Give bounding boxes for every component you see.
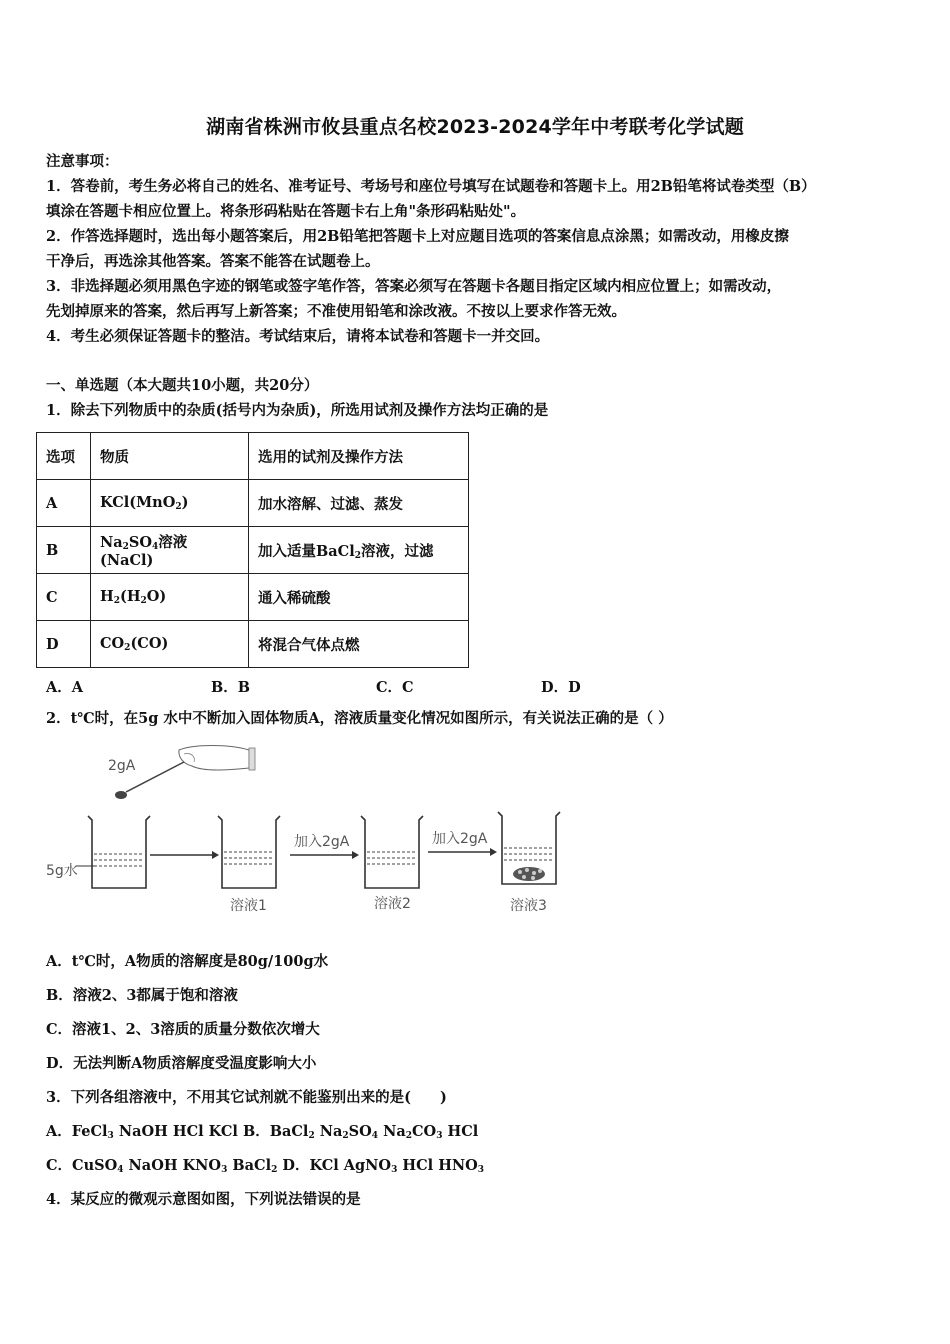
arrow-icon (428, 848, 497, 856)
hand-icon (179, 746, 255, 771)
option-cell: B (37, 527, 91, 574)
answer-option: A．A (46, 679, 84, 696)
notice-line: 干净后，再选涂其他答案。答案不能答在试题卷上。 (46, 253, 380, 270)
question-2-option: D．无法判断A物质溶解度受温度影响大小 (46, 1055, 317, 1072)
substance-cell: $CO_2(CO)$ (91, 621, 249, 668)
notice-line: 2．作答选择题时，选出每小题答案后，用2B铅笔把答题卡上对应题目选项的答案信息点涂黑；如需改动，用橡皮擦 (46, 228, 789, 245)
option-cell: D (37, 621, 91, 668)
table-header: 物质 (91, 433, 249, 480)
notice-line: 填涂在答题卡相应位置上。将条形码粘贴在答题卡右上角"条形码粘贴处"。 (46, 203, 526, 220)
option-cell: A (37, 480, 91, 527)
answer-option: C．C (376, 679, 414, 696)
question-4-stem: 4．某反应的微观示意图如图，下列说法错误的是 (46, 1191, 361, 1208)
question-3-options-cd: C．CuSO$_4$ NaOH $KNO_3$ BaCl$_2$ D．KCl AgNO$_3$ HCl $HNO_3$ (46, 1157, 485, 1175)
notice-line: 4．考生必须保证答题卡的整洁。考试结束后，请将本试卷和答题卡一并交回。 (46, 328, 550, 345)
arrow-icon (290, 851, 359, 859)
add-label: 加入2gA (432, 831, 488, 847)
beaker-icon (218, 816, 280, 888)
option-cell: C (37, 574, 91, 621)
notice-heading: 注意事项： (46, 153, 119, 170)
table-row (37, 574, 469, 621)
notice-line: 先划掉原来的答案，然后再写上新答案；不准使用铅笔和涂改液。不按以上要求作答无效。 (46, 303, 626, 320)
method-cell: 加入适量BaCl$_2$溶液，过滤 (249, 527, 469, 574)
question-2-stem: 2．t℃时，在5g 水中不断加入固体物质A，溶液质量变化情况如图所示，有关说法正确的是（ ） (46, 710, 673, 727)
answer-option: B．B (211, 679, 251, 696)
solution-2-label: 溶液2 (374, 896, 411, 912)
table-header-row (37, 433, 469, 480)
method-cell: 将混合气体点燃 (249, 621, 469, 668)
table-row (37, 480, 469, 527)
beaker-icon (361, 816, 423, 888)
question-2-option: C．溶液1、2、3溶质的质量分数依次增大 (46, 1021, 320, 1038)
question-2-option: A．t℃时，A物质的溶解度是80g/100g水 (46, 953, 329, 970)
method-cell: 加水溶解、过滤、蒸发 (249, 480, 469, 527)
page-title: 湖南省株洲市攸县重点名校2023-2024学年中考联考化学试题 (206, 116, 744, 138)
solution-3-label: 溶液3 (510, 898, 547, 914)
solution-figure (44, 742, 584, 922)
table-row (37, 527, 469, 574)
solution-1-label: 溶液1 (230, 898, 267, 914)
method-cell: 通入稀硫酸 (249, 574, 469, 621)
substance-cell: $H_2(H_2O)$ (91, 574, 249, 621)
arrow-icon (150, 851, 219, 859)
substance-cell: KCl(MnO$_2$) (91, 480, 249, 527)
question-1-stem: 1．除去下列物质中的杂质(括号内为杂质)，所选用试剂及操作方法均正确的是 (46, 402, 549, 419)
question-3-stem: 3．下列各组溶液中，不用其它试剂就不能鉴别出来的是( ) (46, 1089, 447, 1106)
answer-option: D．D (541, 679, 581, 696)
notice-line: 3．非选择题必须用黑色字迹的钢笔或签字笔作答，答案必须写在答题卡各题目指定区域内相应位置上；如需改动， (46, 278, 782, 295)
water-label: 5g水 (46, 863, 78, 879)
precipitate-icon (513, 867, 545, 881)
question-3-options-ab: A．FeCl$_3$ NaOH HCl KCl B．BaCl$_2$ $Na_2SO_4$ $Na_2CO_3$ HCl (46, 1123, 479, 1141)
section-heading: 一、单选题（本大题共10小题，共20分） (46, 377, 319, 394)
beaker-icon (88, 816, 150, 888)
notice-line: 1．答卷前，考生务必将自己的姓名、准考证号、考场号和座位号填写在试题卷和答题卡上。用2B铅笔将试卷类型（B） (46, 178, 816, 195)
table-header: 选用的试剂及操作方法 (249, 433, 469, 480)
substance-cell: $Na_2SO_4$溶液(NaCl) (91, 527, 249, 574)
table-header: 选项 (37, 433, 91, 480)
table-row (37, 621, 469, 668)
add-label: 加入2gA (294, 834, 350, 850)
question-1-table (36, 432, 469, 668)
question-2-option: B．溶液2、3都属于饱和溶液 (46, 987, 238, 1004)
spoon-label: 2gA (108, 758, 136, 774)
